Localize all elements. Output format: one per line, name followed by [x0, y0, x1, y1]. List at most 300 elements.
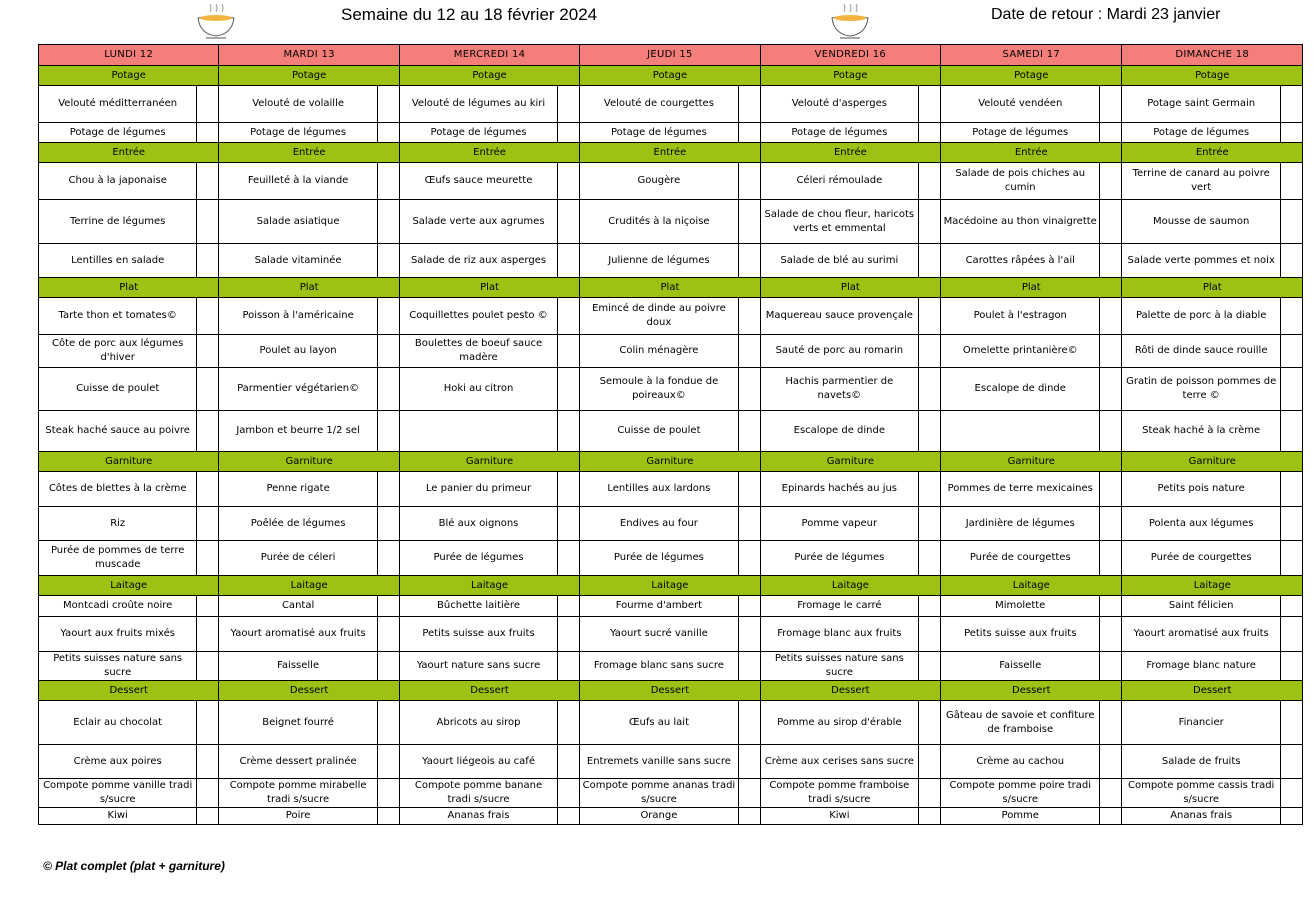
- menu-item: Yaourt aromatisé aux fruits: [219, 617, 377, 652]
- selection-box[interactable]: [738, 123, 760, 143]
- selection-box[interactable]: [738, 808, 760, 825]
- selection-box[interactable]: [1280, 411, 1302, 452]
- menu-item: Boulettes de boeuf sauce madère: [399, 335, 557, 368]
- selection-box[interactable]: [1280, 701, 1302, 745]
- section-label: Garniture: [941, 452, 1122, 472]
- selection-box[interactable]: [377, 745, 399, 779]
- selection-box[interactable]: [1100, 652, 1122, 681]
- section-label: Laitage: [39, 576, 219, 596]
- menu-item: Salade de chou fleur, haricots verts et emmental: [760, 200, 918, 244]
- selection-box[interactable]: [377, 541, 399, 576]
- selection-box[interactable]: [738, 701, 760, 745]
- selection-box[interactable]: [1280, 298, 1302, 335]
- selection-box[interactable]: [1100, 701, 1122, 745]
- menu-item: Pommes de terre mexicaines: [941, 472, 1100, 507]
- menu-item: Velouté d'asperges: [760, 86, 918, 123]
- section-label: Laitage: [1122, 576, 1303, 596]
- selection-box[interactable]: [1280, 808, 1302, 825]
- menu-item: Emincé de dinde au poivre doux: [580, 298, 738, 335]
- selection-box[interactable]: [197, 808, 219, 825]
- section-header-row: [39, 143, 1303, 163]
- selection-box[interactable]: [738, 411, 760, 452]
- menu-item: Crème au cachou: [941, 745, 1100, 779]
- section-label: Laitage: [941, 576, 1122, 596]
- section-label: Laitage: [580, 576, 760, 596]
- menu-item: Chou à la japonaise: [39, 163, 197, 200]
- selection-box[interactable]: [377, 200, 399, 244]
- selection-box[interactable]: [197, 298, 219, 335]
- section-label: Entrée: [219, 143, 399, 163]
- section-header-row: [39, 452, 1303, 472]
- menu-item: Kiwi: [760, 808, 918, 825]
- menu-item: Potage de légumes: [760, 123, 918, 143]
- menu-item: Petits suisses nature sans sucre: [760, 652, 918, 681]
- menu-item: Eclair au chocolat: [39, 701, 197, 745]
- menu-item: Tarte thon et tomates©: [39, 298, 197, 335]
- selection-box[interactable]: [919, 163, 941, 200]
- section-label: Dessert: [941, 681, 1122, 701]
- selection-box[interactable]: [1100, 617, 1122, 652]
- selection-box[interactable]: [558, 701, 580, 745]
- table-row: [39, 163, 1303, 200]
- selection-box[interactable]: [919, 244, 941, 278]
- menu-item: Cuisse de poulet: [39, 368, 197, 411]
- selection-box[interactable]: [919, 541, 941, 576]
- section-label: Plat: [39, 278, 219, 298]
- menu-item: Terrine de canard au poivre vert: [1122, 163, 1280, 200]
- soup-bowl-icon: [194, 0, 238, 40]
- menu-item: Escalope de dinde: [941, 368, 1100, 411]
- selection-box[interactable]: [377, 779, 399, 808]
- menu-item: Petits suisse aux fruits: [399, 617, 557, 652]
- selection-box[interactable]: [919, 507, 941, 541]
- section-label: Plat: [941, 278, 1122, 298]
- soup-bowl-icon: [828, 0, 872, 40]
- section-label: Garniture: [219, 452, 399, 472]
- selection-box[interactable]: [738, 335, 760, 368]
- selection-box[interactable]: [558, 368, 580, 411]
- section-label: Entrée: [1122, 143, 1303, 163]
- menu-item: Potage de légumes: [39, 123, 197, 143]
- section-label: Garniture: [399, 452, 579, 472]
- menu-item: Julienne de légumes: [580, 244, 738, 278]
- section-label: Entrée: [580, 143, 760, 163]
- section-label: Potage: [760, 66, 940, 86]
- selection-box[interactable]: [377, 701, 399, 745]
- menu-item: Fromage le carré: [760, 596, 918, 617]
- selection-box[interactable]: [738, 298, 760, 335]
- selection-box[interactable]: [1280, 507, 1302, 541]
- menu-item: Salade de pois chiches au cumin: [941, 163, 1100, 200]
- selection-box[interactable]: [377, 298, 399, 335]
- selection-box[interactable]: [558, 472, 580, 507]
- section-label: Garniture: [760, 452, 940, 472]
- selection-box[interactable]: [1280, 617, 1302, 652]
- selection-box[interactable]: [377, 472, 399, 507]
- menu-item: Yaourt nature sans sucre: [399, 652, 557, 681]
- section-label: Potage: [39, 66, 219, 86]
- section-header-row: [39, 681, 1303, 701]
- selection-box[interactable]: [738, 368, 760, 411]
- menu-item: Crème dessert pralinée: [219, 745, 377, 779]
- selection-box[interactable]: [919, 200, 941, 244]
- selection-box[interactable]: [738, 472, 760, 507]
- footnote: © Plat complet (plat + garniture): [43, 859, 225, 873]
- menu-item: Gratin de poisson pommes de terre ©: [1122, 368, 1280, 411]
- selection-box[interactable]: [738, 200, 760, 244]
- menu-item: Ananas frais: [1122, 808, 1280, 825]
- selection-box[interactable]: [1100, 200, 1122, 244]
- selection-box[interactable]: [197, 200, 219, 244]
- menu-item: Velouté de légumes au kiri: [399, 86, 557, 123]
- section-header-row: [39, 278, 1303, 298]
- selection-box[interactable]: [1100, 298, 1122, 335]
- selection-box[interactable]: [377, 244, 399, 278]
- selection-box[interactable]: [919, 298, 941, 335]
- day-header: MARDI 13: [219, 45, 399, 66]
- menu-item: Jardinière de légumes: [941, 507, 1100, 541]
- section-label: Potage: [219, 66, 399, 86]
- table-row: [39, 745, 1303, 779]
- section-label: Potage: [941, 66, 1122, 86]
- menu-item: Salade vitaminée: [219, 244, 377, 278]
- section-label: Garniture: [39, 452, 219, 472]
- menu-item: Potage de légumes: [1122, 123, 1280, 143]
- section-header-row: [39, 66, 1303, 86]
- menu-item: Compote pomme cassis tradi s/sucre: [1122, 779, 1280, 808]
- menu-item: Parmentier végétarien©: [219, 368, 377, 411]
- menu-item: Compote pomme poire tradi s/sucre: [941, 779, 1100, 808]
- menu-item: Potage de légumes: [941, 123, 1100, 143]
- section-label: Plat: [1122, 278, 1303, 298]
- selection-box[interactable]: [1100, 368, 1122, 411]
- selection-box[interactable]: [558, 163, 580, 200]
- selection-box[interactable]: [738, 163, 760, 200]
- section-label: Dessert: [1122, 681, 1303, 701]
- menu-item: Terrine de légumes: [39, 200, 197, 244]
- selection-box[interactable]: [197, 244, 219, 278]
- selection-box[interactable]: [377, 507, 399, 541]
- menu-item: Financier: [1122, 701, 1280, 745]
- menu-item: Abricots au sirop: [399, 701, 557, 745]
- section-label: Potage: [1122, 66, 1303, 86]
- menu-item: Feuilleté à la viande: [219, 163, 377, 200]
- selection-box[interactable]: [738, 745, 760, 779]
- menu-item: Orange: [580, 808, 738, 825]
- menu-item: Sauté de porc au romarin: [760, 335, 918, 368]
- menu-item: Crème aux poires: [39, 745, 197, 779]
- table-row: [39, 123, 1303, 143]
- selection-box[interactable]: [377, 596, 399, 617]
- menu-item: Velouté méditterranéen: [39, 86, 197, 123]
- menu-item: Ananas frais: [399, 808, 557, 825]
- menu-item: Gougère: [580, 163, 738, 200]
- menu-item: Semoule à la fondue de poireaux©: [580, 368, 738, 411]
- selection-box[interactable]: [1280, 244, 1302, 278]
- selection-box[interactable]: [738, 617, 760, 652]
- section-label: Plat: [580, 278, 760, 298]
- selection-box[interactable]: [197, 779, 219, 808]
- selection-box[interactable]: [1100, 472, 1122, 507]
- selection-box[interactable]: [919, 617, 941, 652]
- selection-box[interactable]: [558, 652, 580, 681]
- selection-box[interactable]: [558, 541, 580, 576]
- section-label: Laitage: [399, 576, 579, 596]
- menu-item: Mousse de saumon: [1122, 200, 1280, 244]
- selection-box[interactable]: [1100, 596, 1122, 617]
- menu-item: Bûchette laitière: [399, 596, 557, 617]
- selection-box[interactable]: [558, 123, 580, 143]
- selection-box[interactable]: [1280, 472, 1302, 507]
- selection-box[interactable]: [377, 617, 399, 652]
- selection-box[interactable]: [197, 335, 219, 368]
- selection-box[interactable]: [1280, 335, 1302, 368]
- selection-box[interactable]: [919, 808, 941, 825]
- selection-box[interactable]: [919, 472, 941, 507]
- menu-item: Yaourt liégeois au café: [399, 745, 557, 779]
- menu-item: Carottes râpées à l'ail: [941, 244, 1100, 278]
- menu-item: Macédoine au thon vinaigrette: [941, 200, 1100, 244]
- selection-box[interactable]: [1280, 123, 1302, 143]
- selection-box[interactable]: [558, 808, 580, 825]
- menu-item: Steak haché à la crème: [1122, 411, 1280, 452]
- section-label: Plat: [219, 278, 399, 298]
- selection-box[interactable]: [1100, 541, 1122, 576]
- selection-box[interactable]: [1280, 368, 1302, 411]
- selection-box[interactable]: [1280, 541, 1302, 576]
- menu-item: Yaourt aux fruits mixés: [39, 617, 197, 652]
- menu-item: Pomme: [941, 808, 1100, 825]
- menu-item: Blé aux oignons: [399, 507, 557, 541]
- selection-box[interactable]: [197, 472, 219, 507]
- menu-item: [941, 411, 1100, 452]
- menu-item: Compote pomme mirabelle tradi s/sucre: [219, 779, 377, 808]
- selection-box[interactable]: [1280, 779, 1302, 808]
- selection-box[interactable]: [558, 617, 580, 652]
- day-header: LUNDI 12: [39, 45, 219, 66]
- menu-item: Palette de porc à la diable: [1122, 298, 1280, 335]
- selection-box[interactable]: [738, 541, 760, 576]
- menu-item: Gâteau de savoie et confiture de framboise: [941, 701, 1100, 745]
- menu-item: Côtes de blettes à la crème: [39, 472, 197, 507]
- selection-box[interactable]: [377, 368, 399, 411]
- menu-item: Velouté de volaille: [219, 86, 377, 123]
- table-row: [39, 596, 1303, 617]
- menu-item: Crudités à la niçoise: [580, 200, 738, 244]
- section-label: Dessert: [580, 681, 760, 701]
- section-label: Entrée: [39, 143, 219, 163]
- selection-box[interactable]: [1100, 86, 1122, 123]
- menu-item: Faisselle: [941, 652, 1100, 681]
- selection-box[interactable]: [1100, 244, 1122, 278]
- menu-item: Poêlée de légumes: [219, 507, 377, 541]
- selection-box[interactable]: [197, 368, 219, 411]
- selection-box[interactable]: [197, 411, 219, 452]
- return-date: Date de retour : Mardi 23 janvier: [991, 6, 1221, 23]
- selection-box[interactable]: [197, 652, 219, 681]
- section-label: Potage: [580, 66, 760, 86]
- selection-box[interactable]: [377, 808, 399, 825]
- selection-box[interactable]: [558, 335, 580, 368]
- menu-item: Compote pomme ananas tradi s/sucre: [580, 779, 738, 808]
- selection-box[interactable]: [1100, 335, 1122, 368]
- selection-box[interactable]: [738, 596, 760, 617]
- table-row: [39, 411, 1303, 452]
- selection-box[interactable]: [377, 335, 399, 368]
- section-label: Entrée: [399, 143, 579, 163]
- section-label: Dessert: [760, 681, 940, 701]
- selection-box[interactable]: [197, 507, 219, 541]
- selection-box[interactable]: [197, 123, 219, 143]
- selection-box[interactable]: [919, 123, 941, 143]
- menu-item: Compote pomme banane tradi s/sucre: [399, 779, 557, 808]
- menu-item: Velouté de courgettes: [580, 86, 738, 123]
- table-row: [39, 298, 1303, 335]
- menu-item: Maquereau sauce provençale: [760, 298, 918, 335]
- selection-box[interactable]: [738, 86, 760, 123]
- section-label: Plat: [760, 278, 940, 298]
- menu-item: Petits suisse aux fruits: [941, 617, 1100, 652]
- menu-item: Poulet à l'estragon: [941, 298, 1100, 335]
- selection-box[interactable]: [558, 244, 580, 278]
- selection-box[interactable]: [197, 541, 219, 576]
- menu-item: Kiwi: [39, 808, 197, 825]
- selection-box[interactable]: [1100, 507, 1122, 541]
- selection-box[interactable]: [1100, 745, 1122, 779]
- menu-item: [399, 411, 557, 452]
- selection-box[interactable]: [377, 86, 399, 123]
- menu-item: Poire: [219, 808, 377, 825]
- selection-box[interactable]: [1280, 652, 1302, 681]
- menu-item: Crème aux cerises sans sucre: [760, 745, 918, 779]
- table-row: [39, 617, 1303, 652]
- table-row: [39, 200, 1303, 244]
- selection-box[interactable]: [919, 86, 941, 123]
- selection-box[interactable]: [1280, 596, 1302, 617]
- selection-box[interactable]: [197, 617, 219, 652]
- menu-item: Yaourt sucré vanille: [580, 617, 738, 652]
- menu-item: Velouté vendéen: [941, 86, 1100, 123]
- selection-box[interactable]: [558, 411, 580, 452]
- selection-box[interactable]: [738, 244, 760, 278]
- menu-item: Jambon et beurre 1/2 sel: [219, 411, 377, 452]
- selection-box[interactable]: [1100, 779, 1122, 808]
- selection-box[interactable]: [197, 596, 219, 617]
- section-label: Dessert: [219, 681, 399, 701]
- selection-box[interactable]: [919, 335, 941, 368]
- section-label: Dessert: [39, 681, 219, 701]
- selection-box[interactable]: [1280, 163, 1302, 200]
- section-label: Laitage: [219, 576, 399, 596]
- selection-box[interactable]: [558, 86, 580, 123]
- selection-box[interactable]: [1100, 123, 1122, 143]
- page-header: [0, 0, 1316, 44]
- menu-item: Salade verte pommes et noix: [1122, 244, 1280, 278]
- selection-box[interactable]: [1100, 808, 1122, 825]
- selection-box[interactable]: [377, 652, 399, 681]
- menu-item: Lentilles aux lardons: [580, 472, 738, 507]
- selection-box[interactable]: [738, 779, 760, 808]
- menu-item: Faisselle: [219, 652, 377, 681]
- table-row: [39, 779, 1303, 808]
- menu-item: Petits suisses nature sans sucre: [39, 652, 197, 681]
- selection-box[interactable]: [919, 596, 941, 617]
- selection-box[interactable]: [1280, 745, 1302, 779]
- menu-item: Rôti de dinde sauce rouille: [1122, 335, 1280, 368]
- menu-item: Pomme vapeur: [760, 507, 918, 541]
- menu-item: Steak haché sauce au poivre: [39, 411, 197, 452]
- menu-item: Salade de riz aux asperges: [399, 244, 557, 278]
- selection-box[interactable]: [197, 745, 219, 779]
- table-row: [39, 335, 1303, 368]
- selection-box[interactable]: [197, 86, 219, 123]
- selection-box[interactable]: [1280, 86, 1302, 123]
- selection-box[interactable]: [1100, 163, 1122, 200]
- selection-box[interactable]: [558, 507, 580, 541]
- menu-item: Omelette printanière©: [941, 335, 1100, 368]
- selection-box[interactable]: [377, 411, 399, 452]
- menu-item: Montcadi croûte noire: [39, 596, 197, 617]
- menu-item: Potage de légumes: [580, 123, 738, 143]
- selection-box[interactable]: [919, 411, 941, 452]
- selection-box[interactable]: [919, 779, 941, 808]
- menu-item: Poulet au layon: [219, 335, 377, 368]
- menu-item: Le panier du primeur: [399, 472, 557, 507]
- selection-box[interactable]: [919, 745, 941, 779]
- day-header: VENDREDI 16: [760, 45, 940, 66]
- selection-box[interactable]: [1280, 200, 1302, 244]
- table-row: [39, 507, 1303, 541]
- menu-item: Purée de courgettes: [941, 541, 1100, 576]
- menu-item: Purée de céleri: [219, 541, 377, 576]
- menu-item: Potage de légumes: [399, 123, 557, 143]
- table-row: [39, 472, 1303, 507]
- menu-item: Escalope de dinde: [760, 411, 918, 452]
- selection-box[interactable]: [919, 652, 941, 681]
- selection-box[interactable]: [919, 701, 941, 745]
- section-label: Plat: [399, 278, 579, 298]
- menu-item: Penne rigate: [219, 472, 377, 507]
- selection-box[interactable]: [558, 596, 580, 617]
- menu-item: Fromage blanc nature: [1122, 652, 1280, 681]
- selection-box[interactable]: [377, 123, 399, 143]
- selection-box[interactable]: [558, 200, 580, 244]
- selection-box[interactable]: [558, 779, 580, 808]
- selection-box[interactable]: [738, 652, 760, 681]
- menu-item: Pomme au sirop d'érable: [760, 701, 918, 745]
- menu-item: Cantal: [219, 596, 377, 617]
- selection-box[interactable]: [197, 163, 219, 200]
- section-label: Entrée: [941, 143, 1122, 163]
- selection-box[interactable]: [738, 507, 760, 541]
- selection-box[interactable]: [558, 298, 580, 335]
- menu-item: Hachis parmentier de navets©: [760, 368, 918, 411]
- selection-box[interactable]: [919, 368, 941, 411]
- selection-box[interactable]: [197, 701, 219, 745]
- selection-box[interactable]: [1100, 411, 1122, 452]
- selection-box[interactable]: [377, 163, 399, 200]
- menu-item: Entremets vanille sans sucre: [580, 745, 738, 779]
- menu-item: Cuisse de poulet: [580, 411, 738, 452]
- menu-item: Salade verte aux agrumes: [399, 200, 557, 244]
- selection-box[interactable]: [558, 745, 580, 779]
- table-row: [39, 541, 1303, 576]
- menu-item: Purée de pommes de terre muscade: [39, 541, 197, 576]
- menu-item: Yaourt aromatisé aux fruits: [1122, 617, 1280, 652]
- table-row: [39, 808, 1303, 825]
- menu-item: Fourme d'ambert: [580, 596, 738, 617]
- section-label: Entrée: [760, 143, 940, 163]
